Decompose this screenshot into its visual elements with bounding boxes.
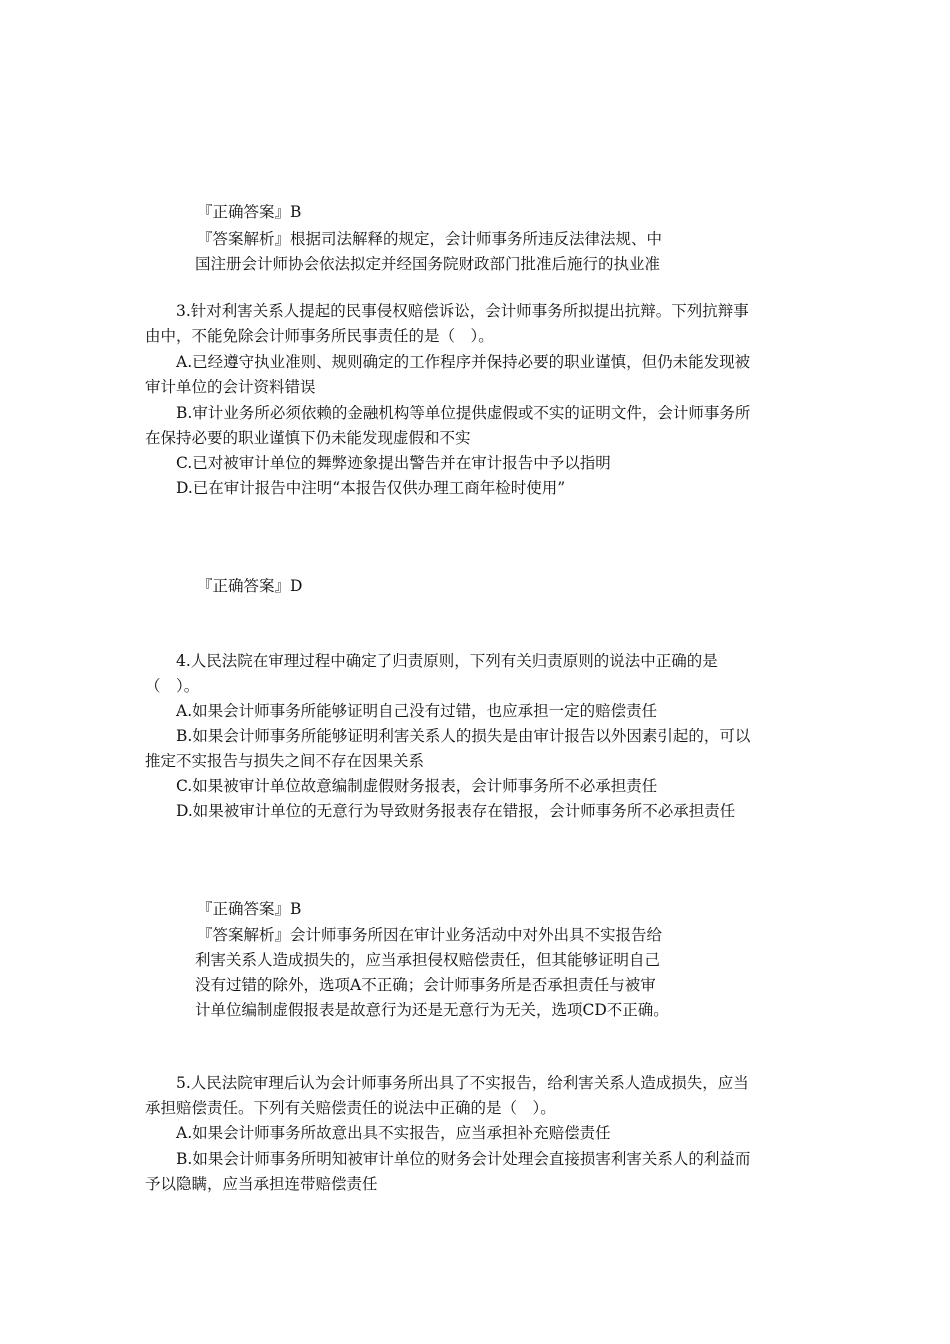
question-3-stem-cont: 由中，不能免除会计师事务所民事责任的是（ ）。 (145, 327, 494, 345)
question-4-option-b: B.如果会计师事务所能够证明利害关系人的损失是由审计报告以外因素引起的，可以 (176, 727, 751, 745)
answer-analysis-line: 利害关系人造成损失的，应当承担侵权赔偿责任，但其能够证明自己 (195, 951, 661, 969)
answer-analysis-line: 『答案解析』根据司法解释的规定，会计师事务所违反法律法规、中 (197, 230, 663, 248)
correct-answer: 『正确答案』B (197, 900, 302, 918)
question-3-stem: 3.针对利害关系人提起的民事侵权赔偿诉讼，会计师事务所拟提出抗辩。下列抗辩事 (176, 302, 749, 320)
question-3-option-c: C.已对被审计单位的舞弊迹象提出警告并在审计报告中予以指明 (176, 454, 611, 472)
correct-answer: 『正确答案』D (197, 577, 303, 595)
question-4-option-b-cont: 推定不实报告与损失之间不存在因果关系 (145, 752, 425, 770)
question-4-option-a: A.如果会计师事务所能够证明自己没有过错，也应承担一定的赔偿责任 (176, 702, 658, 720)
question-4-option-c: C.如果被审计单位故意编制虚假财务报表，会计师事务所不必承担责任 (176, 777, 658, 795)
question-4-stem: 4.人民法院在审理过程中确定了归责原则，下列有关归责原则的说法中正确的是 (176, 652, 718, 670)
question-5-option-b: B.如果会计师事务所明知被审计单位的财务会计处理会直接损害利害关系人的利益而 (176, 1150, 751, 1168)
answer-analysis-line: 『答案解析』会计师事务所因在审计业务活动中对外出具不实报告给 (197, 926, 663, 944)
answer-analysis-line: 没有过错的除外，选项A不正确；会计师事务所是否承担责任与被审 (195, 976, 656, 994)
question-5-stem: 5.人民法院审理后认为会计师事务所出具了不实报告，给利害关系人造成损失，应当 (176, 1074, 749, 1092)
question-5-option-b-cont: 予以隐瞒，应当承担连带赔偿责任 (145, 1175, 378, 1193)
question-4-stem-cont: （ ）。 (145, 677, 200, 695)
question-3-option-a: A.已经遵守执业准则、规则确定的工作程序并保持必要的职业谨慎，但仍未能发现被 (176, 353, 751, 371)
question-3-option-b-cont: 在保持必要的职业谨慎下仍未能发现虚假和不实 (145, 429, 471, 447)
question-4-option-d: D.如果被审计单位的无意行为导致财务报表存在错报，会计师事务所不必承担责任 (176, 802, 736, 820)
question-5-option-a: A.如果会计师事务所故意出具不实报告，应当承担补充赔偿责任 (176, 1124, 611, 1142)
answer-analysis-line: 计单位编制虚假报表是故意行为还是无意行为无关，选项CD不正确。 (195, 1001, 669, 1019)
correct-answer: 『正确答案』B (197, 203, 302, 221)
question-3-option-b: B.审计业务所必须依赖的金融机构等单位提供虚假或不实的证明文件，会计师事务所 (176, 404, 751, 422)
question-5-stem-cont: 承担赔偿责任。下列有关赔偿责任的说法中正确的是（ ）。 (145, 1099, 556, 1117)
question-3-option-d: D.已在审计报告中注明“本报告仅供办理工商年检时使用” (176, 479, 566, 497)
answer-analysis-line: 国注册会计师协会依法拟定并经国务院财政部门批准后施行的执业准 (195, 255, 661, 273)
question-3-option-a-cont: 审计单位的会计资料错误 (145, 378, 316, 396)
